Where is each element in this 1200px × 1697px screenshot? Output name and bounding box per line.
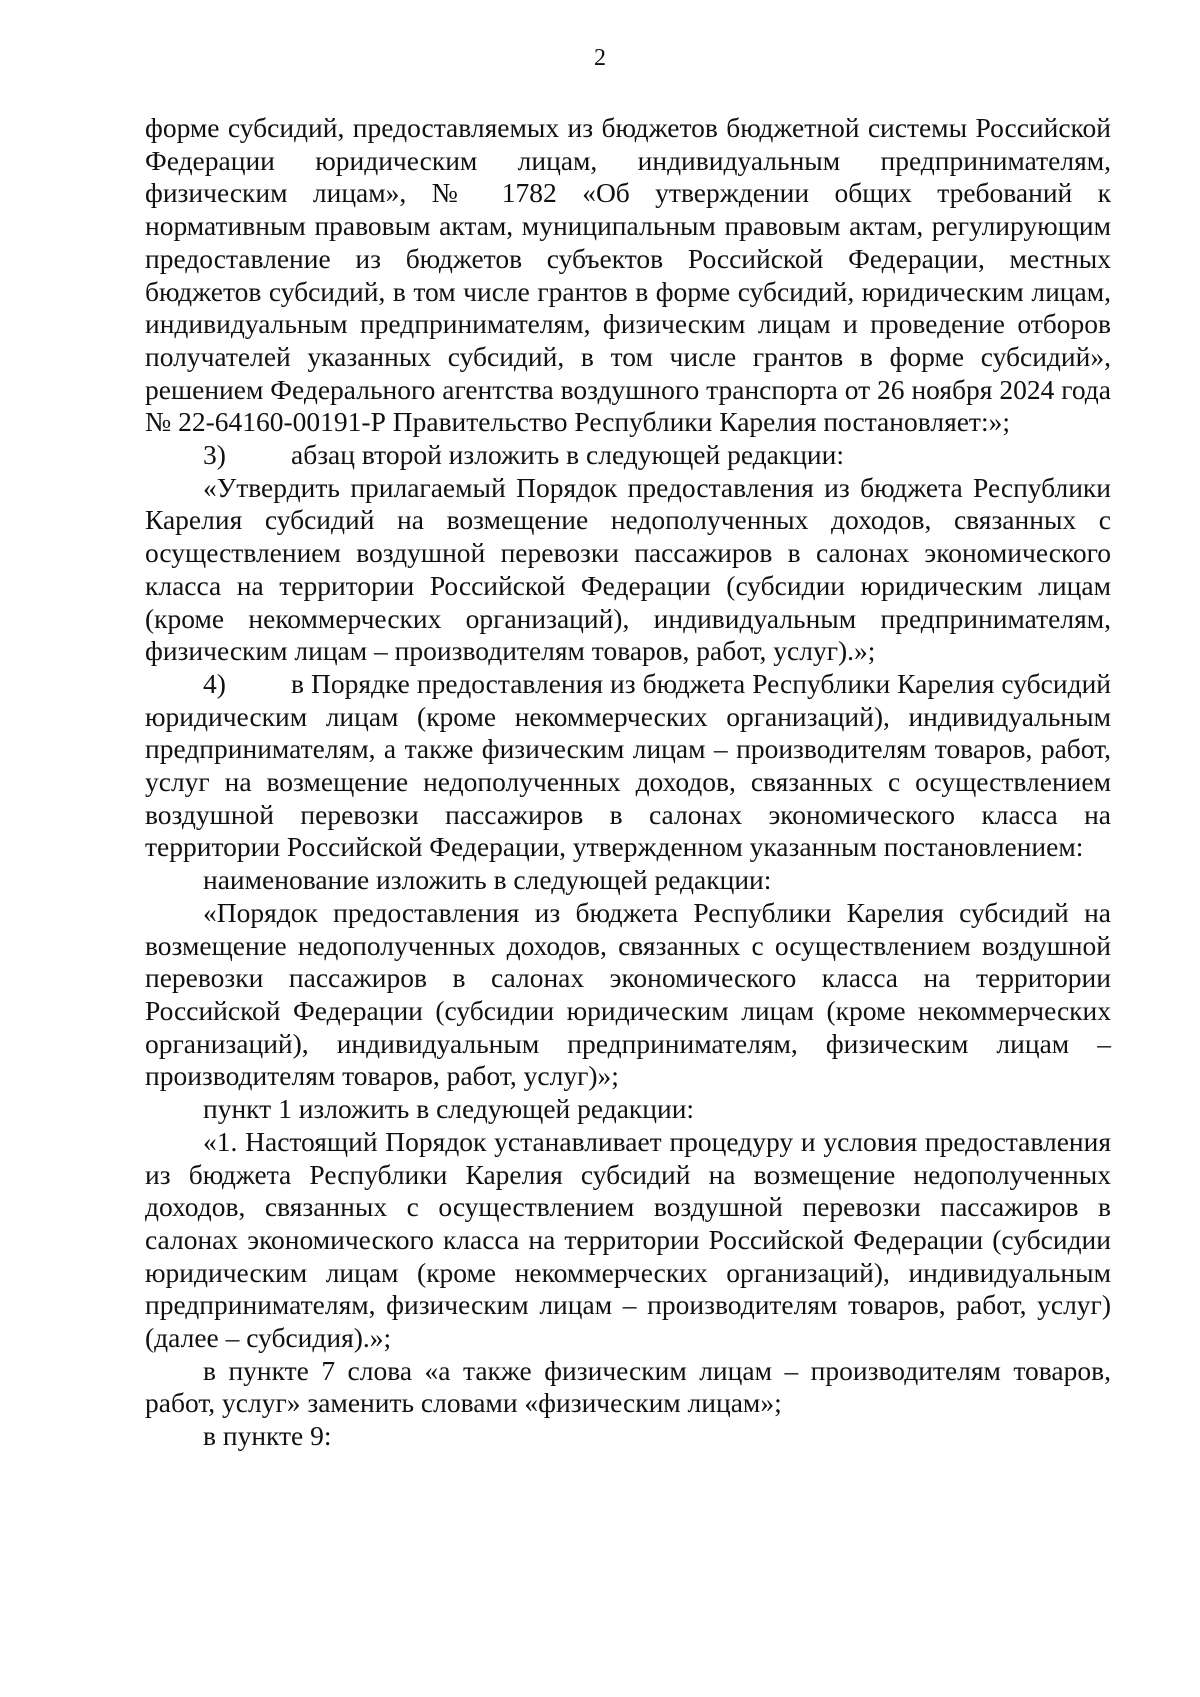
paragraph-quote-approve: «Утвердить прилагаемый Порядок предоставления из бюджета Республики Карелия субсидий на возмещение недополученных доходов, связанных с осуществлением воздушной перевозки пассажиров в салонах экономического класса на территории Российской Федерации (субсидии юридическим лицам (кроме некоммерческих организаций), индивидуальным предпринимателям, физическим лицам – производителям товаров, работ, услуг).»; [145,471,1111,667]
paragraph-point-7: в пункте 7 слова «а также физическим лицам – производителям товаров, работ, услуг» заменить словами «физическим лицам»; [145,1354,1111,1419]
document-body [145,112,1111,1453]
paragraph-point-9: в пункте 9: [203,1420,332,1452]
page-number: 2 [594,45,606,71]
paragraph-item-4 [145,668,1111,864]
paragraph-item-3 [145,439,1111,472]
item-number: 3) [203,439,226,471]
item-number: 4) [203,667,226,699]
paragraph-title-change: наименование изложить в следующей редакции: [203,864,772,896]
paragraph-text: в Порядке предоставления из бюджета Республики Карелия субсидий юридическим лицам (кроме некоммерческих организаций), индивидуальным предпринимателям, а также физическим лицам – производителям товаров, работ, услуг на возмещение недополученных доходов, связанных с осуществлением воздушной перевозки пассажиров в салонах экономического класса на территории Российской Федерации, утвержденном указанным постановлением: [145,667,1111,863]
paragraph-quote-title: «Порядок предоставления из бюджета Республики Карелия субсидий на возмещение недополученных доходов, связанных с осуществлением воздушной перевозки пассажиров в салонах экономического класса на территории Российской Федерации (субсидии юридическим лицам (кроме некоммерческих организаций), индивидуальным предпринимателям, физическим лицам – производителям товаров, работ, услуг)»; [145,896,1111,1092]
paragraph-quote-point-1: «1. Настоящий Порядок устанавливает процедуру и условия предоставления из бюджета Республики Карелия субсидий на возмещение недополученных доходов, связанных с осуществлением воздушной перевозки пассажиров в салонах экономического класса на территории Российской Федерации (субсидии юридическим лицам (кроме некоммерческих организаций), индивидуальным предпринимателям, физическим лицам – производителям товаров, работ, услуг) (далее – субсидия).»; [145,1125,1111,1354]
paragraph-text: абзац второй изложить в следующей редакции: [291,439,845,471]
paragraph-continuation: форме субсидий, предоставляемых из бюджетов бюджетной системы Российской Федерации юридическим лицам, индивидуальным предпринимателям, физическим лицам», № 1782 «Об утверждении общих требований к нормативным правовым актам, муниципальным правовым актам, регулирующим предоставление из бюджетов субъектов Российской Федерации, местных бюджетов субсидий, в том числе грантов в форме субсидий, юридическим лицам, индивидуальным предпринимателям, физическим лицам и проведение отборов получателей указанных субсидий, в том числе грантов в форме субсидий», решением Федерального агентства воздушного транспорта от 26 ноября 2024 года № 22-64160-00191-Р Правительство Республики Карелия постановляет:»; [145,112,1111,438]
paragraph-point-1-change: пункт 1 изложить в следующей редакции: [203,1093,695,1125]
